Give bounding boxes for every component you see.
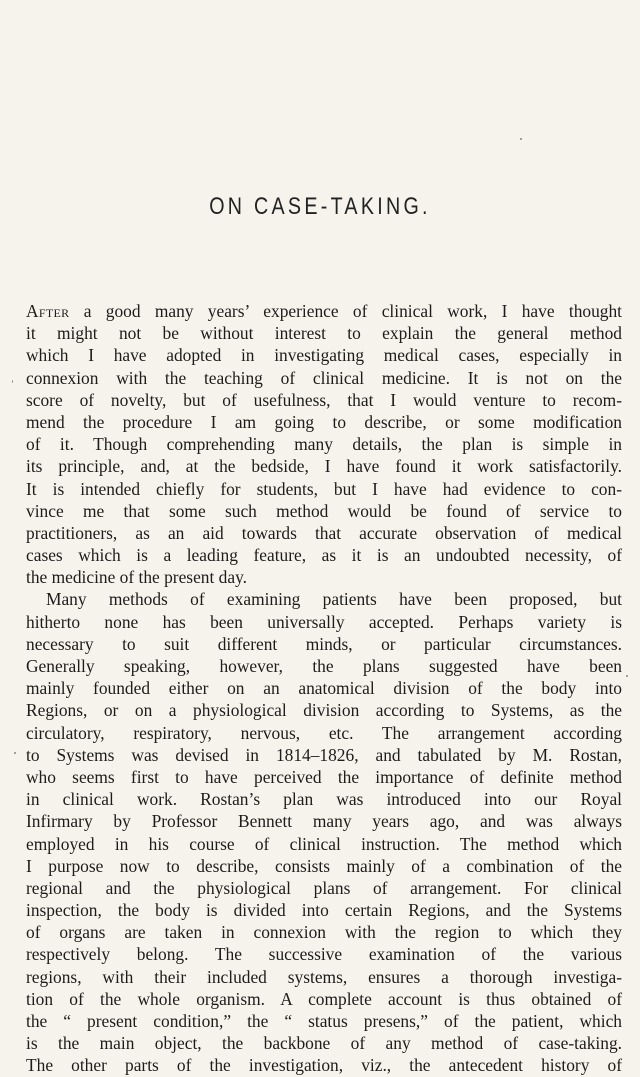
text-line: who seems first to have perceived the importance of definite method: [26, 766, 622, 787]
text-line: to Systems was devised in 1814–1826, and tabulated by M. Rostan,: [26, 744, 622, 765]
text-line: tion of the whole organism. A complete account is thus obtained of: [26, 988, 622, 1009]
text-line: After a good many years’ experience of clinical work, I have thought: [26, 301, 622, 321]
text-line: the medicine of the present day.: [26, 567, 247, 588]
text-line: in clinical work. Rostan’s plan was introduced into our Royal: [26, 789, 622, 810]
body-text: [26, 300, 622, 1077]
paper-speck: [12, 380, 13, 383]
text-line: regions, with their included systems, ensures a thorough investiga-: [26, 966, 622, 987]
text-line: I purpose now to describe, consists mainly of a combination of the: [26, 855, 622, 876]
text-line: Infirmary by Professor Bennett many years ago, and was always: [26, 811, 622, 832]
text-line: The other parts of the investigation, viz., the antecedent history of: [26, 1055, 622, 1076]
text-line: inspection, the body is divided into certain Regions, and the Systems: [26, 900, 622, 921]
text-line: mainly founded either on an anatomical division of the body into: [26, 678, 622, 699]
text-line: cases which is a leading feature, as it is an undoubted necessity, of: [26, 545, 622, 566]
text-line: employed in his course of clinical instruction. The method which: [26, 833, 622, 854]
text-line: which I have adopted in investigating medical cases, especially in: [26, 345, 622, 366]
text-line: mend the procedure I am going to describe, or some modification: [26, 411, 622, 432]
drop-word: After: [26, 301, 70, 321]
text-line: practitioners, as an aid towards that accurate observation of medical: [26, 522, 622, 543]
text-line: It is intended chiefly for students, but I have had evidence to con-: [26, 478, 622, 499]
text-line: is the main object, the backbone of any method of case-taking.: [26, 1033, 622, 1054]
text-line: Many methods of examining patients have been proposed, but: [46, 589, 622, 610]
text-line: it might not be without interest to explain the general method: [26, 323, 622, 344]
text-line: of organs are taken in connexion with the region to which they: [26, 922, 622, 943]
text-line: its principle, and, at the bedside, I have found it work satisfactorily.: [26, 456, 622, 477]
text-line: regional and the physiological plans of arrangement. For clinical: [26, 877, 622, 898]
text-line: necessary to suit different minds, or particular circumstances.: [26, 633, 622, 654]
text-line: hitherto none has been universally accepted. Perhaps variety is: [26, 611, 622, 632]
text-line: circulatory, respiratory, nervous, etc. The arrangement according: [26, 722, 622, 743]
page-title: ON CASE-TAKING.: [209, 193, 431, 220]
text-line: connexion with the teaching of clinical medicine. It is not on the: [26, 367, 622, 388]
paper-speck: [14, 752, 16, 754]
text-line: Generally speaking, however, the plans suggested have been: [26, 656, 622, 676]
text-line: respectively belong. The successive examination of the various: [26, 944, 622, 965]
text-line: of it. Though comprehending many details, the plan is simple in: [26, 434, 622, 455]
paper-speck: [626, 675, 628, 677]
text-line: score of novelty, but of usefulness, that I would venture to recom-: [26, 389, 622, 410]
text-line: the “ present condition,” the “ status presens,” of the patient, which: [26, 1011, 622, 1031]
text-line: Regions, or on a physiological division according to Systems, as the: [26, 700, 622, 721]
text-line: vince me that some such method would be found of service to: [26, 500, 622, 521]
paper-speck: [520, 138, 522, 140]
